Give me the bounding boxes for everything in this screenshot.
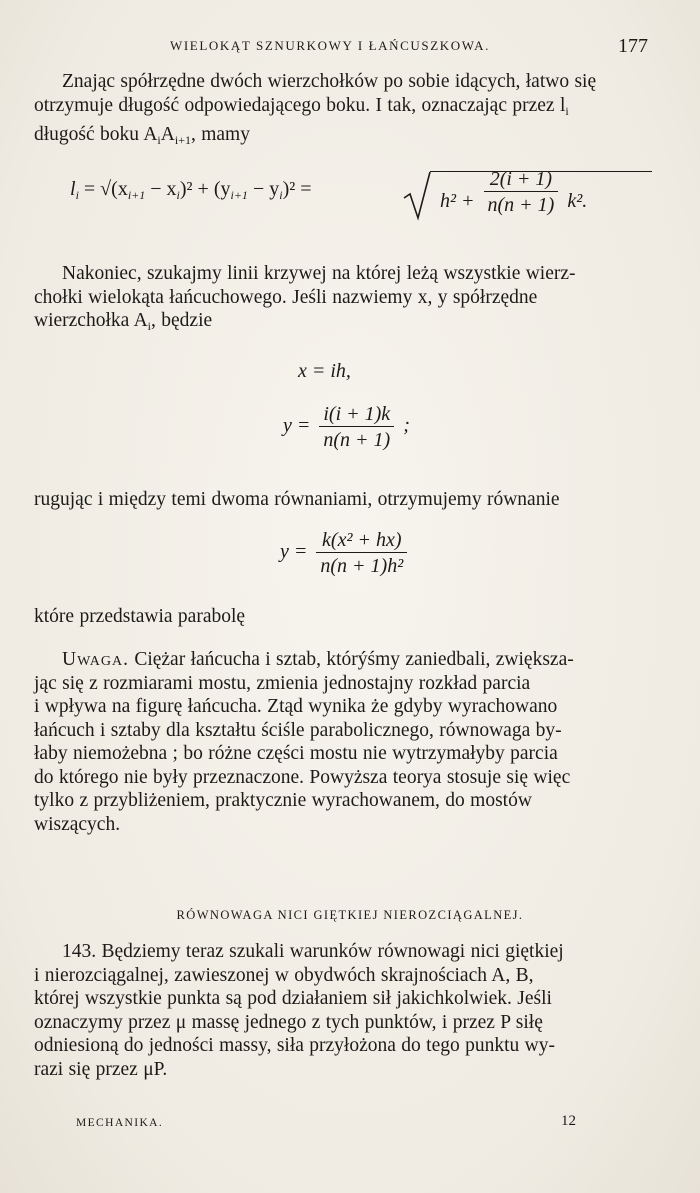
radical-sign	[402, 170, 432, 222]
fraction-parabola: $\frac{\text{k(x² + hx)}}{\text{n(n + 1)h²}}$	[316, 529, 407, 577]
fraction-y: $\frac{i(i + 1)k}{n(n + 1)}$	[319, 403, 394, 451]
footer-signature: MECHANIKA.	[76, 1117, 164, 1129]
fraction-radicand: $\frac{2(i + 1)}{n(n + 1)}$	[484, 168, 559, 216]
paragraph-remark: Uwaga. Ciężar łańcucha i sztab, którýśmy zaniedbali, zwiększa- jąc się z rozmiarami mostu, zmienia jednostajny rozkład parcia i wpływa na figurę łańcucha. Ztąd wynika że gdyby wyrachowano łańcuch i sztaby dla kształtu ściśle parabolicznego, równowaga by- łaby niemożebna ; bo różne części mostu nie wytrzymałyby parcia do którego nie były przeznaczone. Powyższa teorya stosuje się więc tylko z przybliżeniem, praktycznie wyrachowanem, do mostów wiszących.	[34, 648, 652, 836]
running-head	[0, 35, 700, 62]
remark-label: Uwaga.	[62, 649, 129, 670]
equation-parabola: y = $\frac{\text{k(x² + hx)}}{\text{n(n + 1)h²}}$	[280, 529, 411, 577]
equation-side-length: $l_i = √(x_{i+1} - x_i)^2 + (y_{i+1} - y_i)^2$ =	[70, 178, 312, 202]
para1-line-2: otrzymuje długość odpowiedającego boku. I tak, oznaczając przez $l_i$	[34, 94, 569, 118]
equation-y: y = $\frac{i(i + 1)k}{n(n + 1)}$ ;	[283, 403, 410, 451]
paragraph-parabola: które przedstawia parabolę	[34, 606, 246, 627]
paragraph-curve	[34, 262, 652, 339]
section-heading: RÓWNOWAGA NICI GIĘTKIEJ NIEROZCIĄGALNEJ.	[176, 908, 524, 922]
running-title: WIELOKĄT SZNURKOWY I ŁAŃCUSZKOWA.	[170, 38, 490, 53]
para1-line-1: Znając spółrzędne dwóch wierzchołków po sobie idących, łatwo się	[62, 71, 597, 92]
page-number: 177	[618, 35, 648, 57]
para1-line-3: długość boku $A_iA_{i+1}$, mamy	[34, 124, 250, 147]
paragraph-eliminate: rugując i między temi dwoma równaniami, otrzymujemy równanie	[34, 489, 560, 510]
remark-line-1: Uwaga. Ciężar łańcucha i sztab, którýśmy zaniedbali, zwiększa-	[62, 649, 574, 670]
para2-line-2: chołki wielokąta łańcuchowego. Jeśli nazwiemy x, y spółrzędne	[34, 286, 538, 308]
para2-line-1: Nakoniec, szukajmy linii krzywej na której leżą wszystkie wierz-	[62, 263, 576, 284]
equation-x: x = ih,	[298, 360, 351, 382]
equation-radicand: h² + $\frac{2(i + 1)}{n(n + 1)}$ k².	[440, 168, 588, 216]
footer-sheet-number: 12	[561, 1113, 576, 1129]
paragraph-intro	[34, 70, 652, 153]
paragraph-143: 143. Będziemy teraz szukali warunków równowagi nici giętkiej i nierozciągalnej, zawieszonej w obydwóch skrajnościach A, B, której wszystkie punkta są pod działaniem sił jakichkolwiek. Jeśli oznaczymy przez μ massę jednego z tych punktów, i przez P siłę odniesioną do jedności massy, siła przyłożona do tego punktu wy- razi się przez μP.	[34, 941, 564, 1080]
para2-line-3: wierzchołka $A_i$, będzie	[34, 310, 213, 333]
